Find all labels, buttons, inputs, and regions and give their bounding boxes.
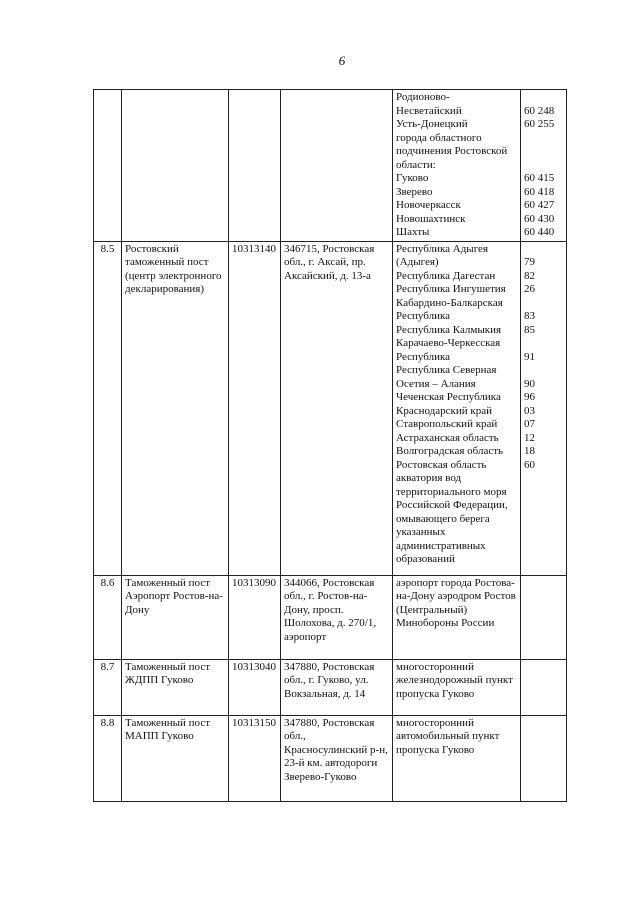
region-code: 60 255 (524, 118, 555, 130)
region-code: 79 (524, 256, 535, 268)
region-label: Чеченская Республика (396, 391, 501, 403)
post-code-cell: 10313090 (229, 575, 281, 659)
region-code: 85 (524, 323, 535, 336)
region-code: 60 430 (524, 212, 555, 225)
region-label: Ростовская область (396, 458, 487, 471)
post-code-cell: 10313150 (229, 715, 281, 801)
region-label: Республика Калмыкия (396, 323, 502, 336)
region-codes-cell (521, 241, 567, 575)
regions-cell (393, 241, 521, 575)
region-code: 60 427 (524, 199, 555, 211)
region-label: аэропорт города Ростова-на-Дону аэродром Ростов (Центральный) Минобороны России (396, 576, 516, 629)
region-code (524, 661, 563, 702)
region-label: Карачаево-Черкесская Республика (396, 337, 501, 363)
region-code (524, 472, 563, 567)
region-label: Гуково (396, 172, 429, 184)
regions-cell (393, 575, 521, 659)
region-label: города областного подчинения Ростовской области: (396, 131, 508, 171)
table-row (94, 715, 567, 801)
region-label: Республика Ингушетия (396, 283, 506, 295)
customs-posts-table (93, 89, 567, 802)
row-number-cell: 8.6 (94, 575, 122, 659)
region-code: 96 (524, 391, 535, 403)
region-code: 03 (524, 404, 535, 417)
address-cell: 347880, Ростовская обл., г. Гуково, ул. Вокзальная, д. 14 (281, 659, 393, 715)
region-label: Республика Дагестан (396, 269, 496, 282)
region-code: 91 (524, 350, 535, 363)
region-label: Новошахтинск (396, 212, 466, 225)
table-row (94, 659, 567, 715)
post-code-cell: 10313040 (229, 659, 281, 715)
regions-cell (393, 90, 521, 242)
region-label: многосторонний автомобильный пункт пропуска Гуково (396, 716, 500, 756)
region-code: 60 (524, 458, 535, 471)
page-number: 6 (338, 53, 346, 68)
row-number-cell: 8.5 (94, 241, 122, 575)
regions-cell (393, 659, 521, 715)
region-label: многосторонний железнодорожный пункт пропуска Гуково (396, 660, 513, 700)
regions-cell (393, 715, 521, 801)
region-code: 82 (524, 269, 535, 282)
table-row (94, 90, 567, 242)
address-cell: 344066, Ростовская обл., г. Ростов-на-Дону, просп. Шолохова, д. 270/1, аэропорт (281, 575, 393, 659)
region-code: 60 418 (524, 185, 555, 198)
region-label: Волгоградская область (396, 445, 504, 457)
region-label: Астраханская область (396, 431, 499, 444)
region-label: Усть-Донецкий (396, 118, 468, 130)
region-label: Краснодарский край (396, 404, 493, 417)
table-row (94, 575, 567, 659)
post-name-cell: Таможенный пост ЖДПП Гуково (122, 659, 229, 715)
region-code: 90 (524, 377, 535, 390)
post-name-cell (122, 90, 229, 242)
region-code (524, 132, 563, 173)
region-codes-cell (521, 575, 567, 659)
region-label: Кабардино-Балкарская Республика (396, 296, 503, 322)
region-codes-cell (521, 659, 567, 715)
region-label: Зверево (396, 185, 433, 198)
post-name-cell: Таможенный пост МАПП Гуково (122, 715, 229, 801)
region-label: Новочеркасск (396, 199, 461, 211)
region-code (524, 717, 563, 758)
address-cell: 346715, Ростовская обл., г. Аксай, пр. Аксайский, д. 13-а (281, 241, 393, 575)
region-label: Ставропольский край (396, 418, 498, 430)
region-code: 26 (524, 283, 535, 295)
region-code: 07 (524, 418, 535, 430)
post-name-cell: Таможенный пост Аэропорт Ростов-на-Дону (122, 575, 229, 659)
region-code: 60 248 (524, 104, 555, 117)
region-label: Шахты (396, 226, 430, 238)
row-number-cell: 8.8 (94, 715, 122, 801)
region-code: 83 (524, 310, 535, 322)
address-cell (281, 90, 393, 242)
row-number-cell (94, 90, 122, 242)
region-code: 60 440 (524, 226, 555, 238)
address-cell: 347880, Ростовская обл., Красносулинский р-н, 23-й км. автодороги Зверево-Гуково (281, 715, 393, 801)
row-number-cell: 8.7 (94, 659, 122, 715)
region-label: Республика Северная Осетия – Алания (396, 364, 497, 390)
table-row (94, 241, 567, 575)
region-code: 18 (524, 445, 535, 457)
post-code-cell (229, 90, 281, 242)
region-code: 12 (524, 431, 535, 444)
table-body (94, 90, 567, 802)
post-name-cell: Ростовский таможенный пост (центр электронного декларирования) (122, 241, 229, 575)
region-codes-cell (521, 715, 567, 801)
region-label: Родионово- Несветайский (396, 91, 462, 117)
region-codes-cell (521, 90, 567, 242)
region-label: Республика Адыгея (Адыгея) (396, 242, 489, 268)
region-code: 60 415 (524, 172, 555, 184)
post-code-cell: 10313140 (229, 241, 281, 575)
region-code (524, 577, 563, 631)
region-label: акватория вод территориального моря Российской Федерации, омывающего берега указанных административных образований (396, 472, 508, 565)
